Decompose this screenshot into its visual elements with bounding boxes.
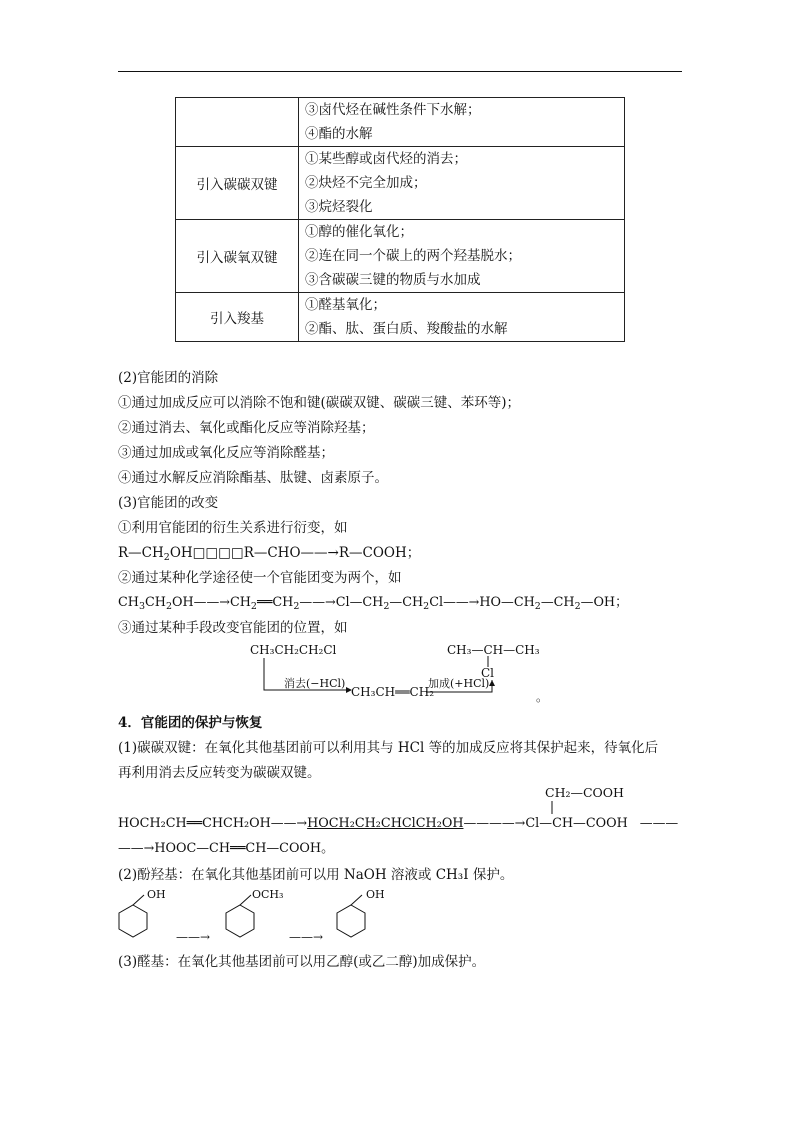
step-label-1: 消去(−HCl) (284, 677, 346, 690)
table-label: 引入碳碳双键 (176, 147, 299, 220)
section-heading: (2)官能团的消除 (118, 370, 219, 386)
table-label (176, 98, 299, 147)
text-line: ②通过消去、氧化或酯化反应等消除羟基； (118, 420, 375, 436)
header-rule (118, 71, 682, 72)
methoxy-label: OCH₃ (252, 888, 284, 901)
text-line: ①利用官能团的衍生关系进行衍变，如 (118, 520, 348, 536)
table-item: ①醇的催化氧化； (305, 224, 413, 240)
table-row (176, 147, 625, 220)
protection-equation: HOCH₂CH══CHCH₂OH——→HOCH₂CH₂CHClCH₂OH————→Cl—CH—COOH ——— (118, 816, 679, 831)
text-line: (3)醛基：在氧化其他基团前可以用乙醇(或乙二醇)加成保护。 (118, 954, 486, 970)
text-line: ③通过加成或氧化反应等消除醛基； (118, 445, 334, 461)
benzene-ring-phenol (116, 902, 150, 944)
text-line: ④通过水解反应消除酯基、肽键、卤素原子。 (118, 470, 388, 486)
benzene-ring-anisole (223, 902, 257, 944)
start-compound: CH₃CH₂CH₂Cl (250, 643, 337, 657)
intermediate-compound: CH₃CH══CH₂ (351, 685, 435, 699)
table-row (176, 293, 625, 342)
benzene-ring-phenol-restored (334, 902, 368, 944)
text-line: ①通过加成反应可以消除不饱和键(碳碳双键、碳碳三键、苯环等)； (118, 395, 521, 411)
equation-2: $CH_3CH_2OH——\to CH_2══CH_2——\to Cl—CH_2—CH_2Cl——\to HO—CH_2—CH_2—OH$； (118, 595, 628, 612)
table-label: 引入羧基 (176, 293, 299, 342)
text-line: (1)碳碳双键：在氧化其他基团前可以利用其与 HCl 等的加成反应将其保护起来，待氧化后 (118, 740, 659, 756)
table-row (176, 98, 625, 147)
table-item: ②连在同一个碳上的两个羟基脱水； (305, 248, 521, 264)
protection-equation-continued: ——→HOOC—CH══CH—COOH。 (118, 841, 334, 856)
reaction-arrow: ——→ (176, 930, 211, 944)
table-item: ③烷烃裂化 (305, 199, 373, 215)
hydroxyl-label: OH (366, 888, 385, 901)
table-label: 引入碳氧双键 (176, 220, 299, 293)
text-line: (2)酚羟基：在氧化其他基团前可以用 NaOH 溶液或 CH₃I 保护。 (118, 867, 514, 883)
product-compound: CH₃—CH—CH₃ (447, 643, 540, 657)
table-item: ②炔烃不完全加成； (305, 175, 427, 191)
table-row (176, 220, 625, 293)
bond-line (550, 801, 554, 815)
text-line: ②通过某种化学途径使一个官能团变为两个，如 (118, 570, 402, 586)
section-heading: (3)官能团的改变 (118, 495, 219, 511)
table-item: ②酯、肽、蛋白质、羧酸盐的水解 (305, 321, 508, 337)
equation-1: $R—CH_2OH□□□□R—CHO——\to R—COOH$； (118, 545, 421, 563)
hydroxyl-label: OH (147, 888, 166, 901)
period: 。 (536, 690, 549, 704)
table-item: ③卤代烃在碱性条件下水解； (305, 102, 481, 118)
reaction-arrow: ——→ (289, 930, 324, 944)
text-line: 再利用消去反应转变为碳碳双键。 (118, 765, 321, 781)
table-item: ①醛基氧化； (305, 297, 386, 313)
chlorine-label: Cl (481, 666, 495, 680)
text-line: ③通过某种手段改变官能团的位置，如 (118, 620, 348, 636)
branch-group: CH₂—COOH (545, 785, 624, 800)
functional-group-table (175, 97, 625, 342)
section-title: 4．官能团的保护与恢复 (118, 715, 263, 731)
table-item: ①某些醇或卤代烃的消去； (305, 151, 467, 167)
table-item: ③含碳碳三键的物质与水加成 (305, 272, 481, 288)
table-item: ④酯的水解 (305, 126, 373, 142)
step-label-2: 加成(+HCl) (428, 677, 490, 690)
